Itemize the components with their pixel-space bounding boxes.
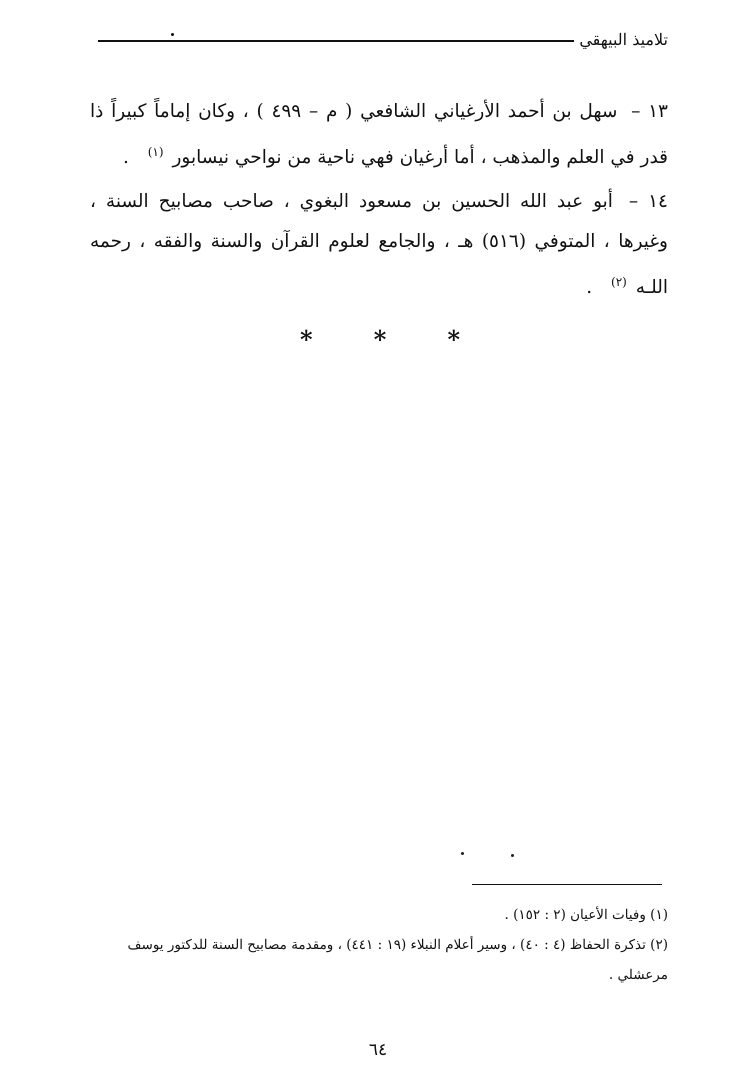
footnotes — [88, 900, 668, 990]
section-separator — [300, 325, 460, 354]
footnote-2: (٢) تذكرة الحفاظ (٤ : ٤٠) ، وسير أعلام النبلاء (١٩ : ٤٤١) ، ومقدمة مصابيح السنة للدكتور يوسف مرعشلي . — [127, 937, 668, 983]
page-number: ٦٤ — [368, 1040, 388, 1060]
entry-number: ١٣ – — [631, 101, 668, 122]
asterisk-icon: * — [447, 325, 460, 354]
asterisk-icon: * — [300, 325, 313, 354]
entry-text: أبو عبد الله الحسين بن مسعود البغوي ، صاحب مصابيح السنة ، وغيرها ، المتوفي (٥١٦) هـ ، والجامع لعلوم القرآن والسنة والفقه ، رحمه اللـه — [90, 191, 668, 299]
header-dot — [171, 33, 174, 36]
entry-14 — [90, 182, 668, 308]
footnote-ref: (١) — [147, 145, 164, 159]
entry-number: ١٤ – — [628, 191, 668, 213]
entry-end: . — [122, 147, 129, 169]
running-head: تلاميذ البيهقي — [579, 30, 668, 49]
stray-dot — [461, 852, 464, 855]
stray-dot — [511, 854, 514, 857]
asterisk-icon: * — [373, 325, 387, 354]
entry-end: . — [586, 277, 593, 299]
footnote-rule — [472, 884, 662, 885]
footnote-ref: (٢) — [611, 275, 627, 290]
entry-13 — [90, 92, 668, 178]
entry-text: سهل بن أحمد الأرغياني الشافعي ( م – ٤٩٩ ) ، وكان إماماً كبيراً ذا قدر في العلم والمذهب ، أما أرغيان فهي ناحية من نواحي نيسابور — [90, 101, 668, 169]
main-text — [90, 92, 668, 312]
header-rule — [98, 40, 574, 42]
footnote-1: (١) وفيات الأعيان (٢ : ١٥٢) . — [504, 907, 668, 923]
